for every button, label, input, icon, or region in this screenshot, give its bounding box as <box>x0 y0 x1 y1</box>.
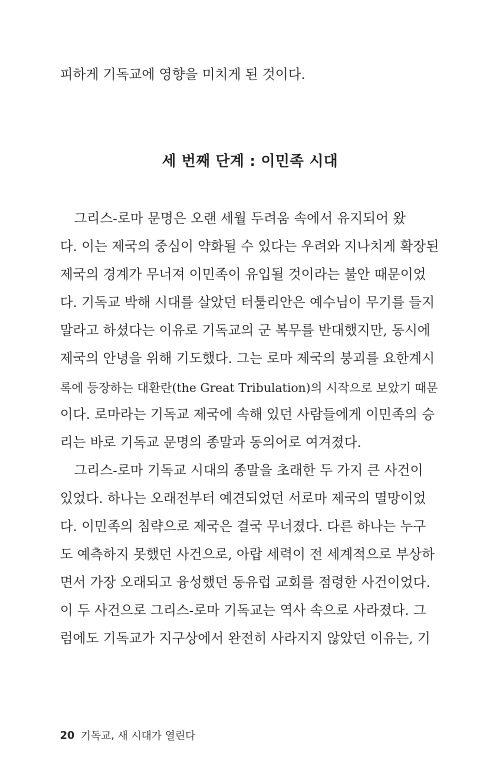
paragraph1-line: 제국의 안녕을 위해 기도했다. 그는 로마 제국의 붕괴를 요한계시 <box>60 352 435 367</box>
paragraph2-line: 있었다. 하나는 오래전부터 예견되었던 서로마 제국의 멸망이었 <box>60 492 427 507</box>
paragraph1-line: 말라고 하셨다는 이유로 기독교의 군 복무를 반대했지만, 동시에 <box>60 324 431 339</box>
section-heading: 세 번째 단계 : 이민족 시대 <box>162 154 338 170</box>
paragraph1-line: 다. 기독교 박해 시대를 살았던 터툴리안은 예수님이 무기를 들지 <box>60 296 435 311</box>
paragraph2-line: 그리스-로마 기독교 시대의 종말을 초래한 두 가지 큰 사건이 <box>74 464 424 479</box>
running-title: 기독교, 새 시대가 열린다 <box>80 730 196 742</box>
paragraph1-line: 록에 등장하는 대환란(the Great Tribulation)의 시작으로 보았기 때문 <box>60 381 438 395</box>
paragraph2-line: 면서 가장 오래되고 융성했던 동유럽 교회를 점령한 사건이었다. <box>60 576 431 591</box>
paragraph1-line: 제국의 경계가 무너져 이민족이 유입될 것이라는 불안 때문이었 <box>60 268 427 283</box>
page-footer <box>60 729 195 743</box>
paragraph2-line: 럼에도 기독교가 지구상에서 완전히 사라지지 않았던 이유는, 기 <box>60 632 431 647</box>
paragraph1-line: 다. 이는 제국의 중심이 약화될 수 있다는 우려와 지나치게 확장된 <box>60 240 439 255</box>
paragraph2-line: 다. 이민족의 침략으로 제국은 결국 무너졌다. 다른 하나는 누구 <box>60 520 426 535</box>
paragraph2-line: 도 예측하지 못했던 사건으로, 아랍 세력이 전 세계적으로 부상하 <box>60 548 435 563</box>
page-number: 20 <box>60 730 75 742</box>
paragraph1-line: 이다. 로마라는 기독교 제국에 속해 있던 사람들에게 이민족의 승 <box>60 408 435 423</box>
paragraph1-line: 리는 바로 기독교 문명의 종말과 동의어로 여겨졌다. <box>60 436 362 451</box>
paragraph2-line: 이 두 사건으로 그리스-로마 기독교는 역사 속으로 사라졌다. 그 <box>60 604 427 619</box>
continued-text-line: 피하게 기독교에 영향을 미치게 된 것이다. <box>60 68 306 83</box>
paragraph1-line: 그리스-로마 문명은 오랜 세월 두려움 속에서 유지되어 왔 <box>74 212 406 227</box>
